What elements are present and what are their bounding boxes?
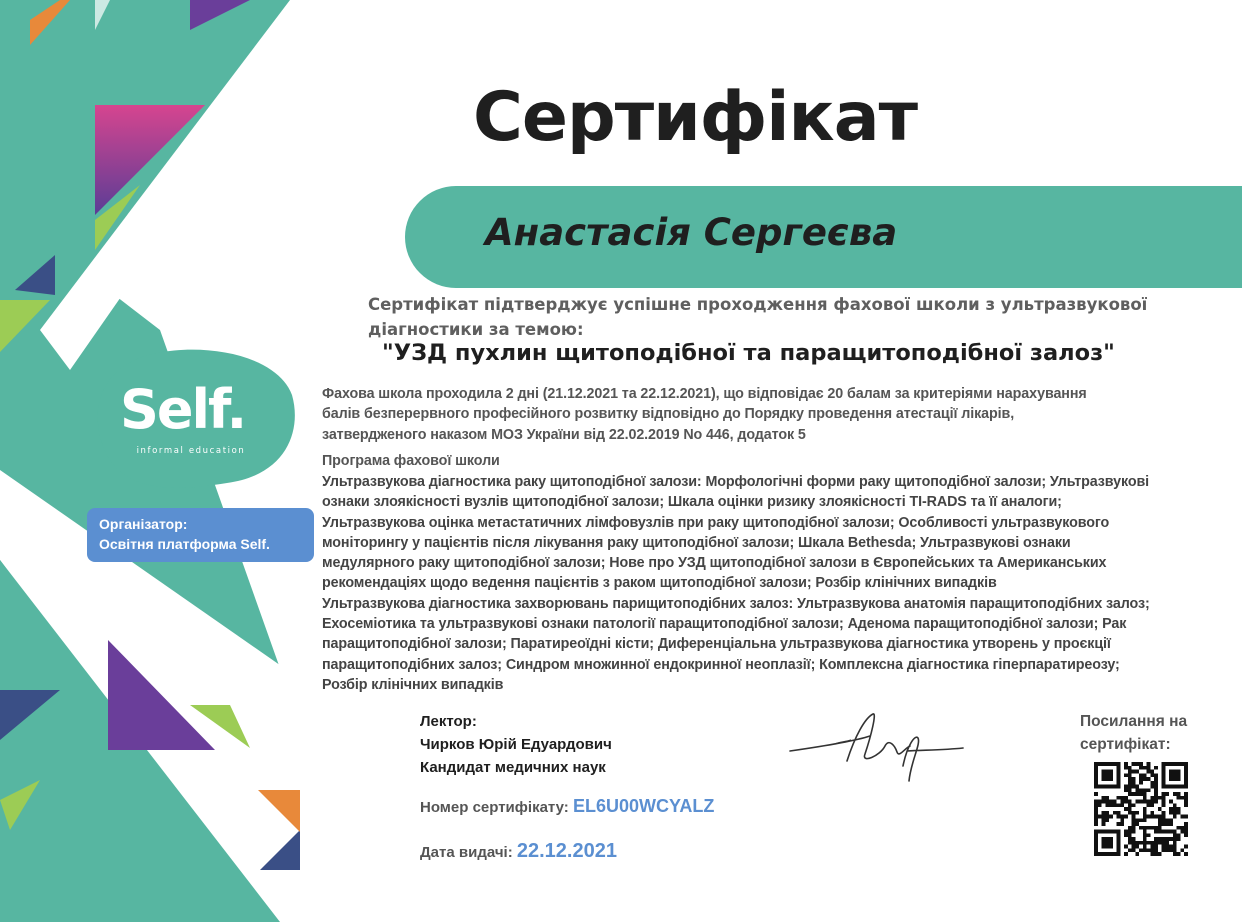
organizer-name: Освітня платформа Self. xyxy=(99,536,270,552)
link-label-line: Посилання на xyxy=(1080,713,1188,730)
program-line: моніторингу у пацієнтів після лікування раку щитоподібної залози; Шкала Bethesda; Ультразвукові ознаки xyxy=(322,534,1071,551)
certificate-link-label xyxy=(1080,710,1210,756)
program-line: Ультразвукова оцінка метастатичних лімфовузлів при раку щитоподібної залози; Особливості ультразвукового xyxy=(322,514,1110,531)
confirmation-text: Сертифікат підтверджує успішне проходження фахової школи з ультразвукової діагностики за темою: xyxy=(368,295,1148,339)
school-info-line: затвердженого наказом МОЗ України від 22.02.2019 No 446, додаток 5 xyxy=(322,426,806,443)
program-line: ознаки злоякісності вузлів щитоподібної залози; Шкала оцінки ризику злоякісності TI-RADS та її аналоги; xyxy=(322,494,1062,511)
lecturer-degree: Кандидат медичних наук xyxy=(420,759,606,776)
school-info-line: Фахова школа проходила 2 дні (21.12.2021 та 22.12.2021), що відповідає 20 балам за критеріями нарахування xyxy=(322,386,1087,402)
issue-date-value: 22.12.2021 xyxy=(516,840,617,862)
logo-subtitle: informal education xyxy=(136,446,246,456)
lecturer-label: Лектор: xyxy=(420,713,477,730)
issue-date-label: Дата видачі: xyxy=(420,844,513,861)
program-line: Ультразвукова діагностика раку щитоподібної залози: Морфологічні форми раку щитоподібної залози; Ультразвукові xyxy=(322,474,1150,490)
program-line: Ехосеміотика та ультразвукові ознаки патології паращитоподібної залози; Аденома паращитоподібної залози; Рак xyxy=(322,616,1127,633)
program-line: Розбір клінічних випадків xyxy=(322,676,504,693)
qr-code-icon[interactable] xyxy=(1094,762,1188,856)
lecturer-signature xyxy=(785,706,965,786)
lecturer-block xyxy=(420,710,612,779)
certificate-title: Сертифікат xyxy=(473,78,917,157)
organizer-label: Організатор: xyxy=(99,516,188,532)
program-line: рекомендаціях щодо ведення пацієнтів з раком щитоподібної залози; Розбір клінічних випадків xyxy=(322,575,997,592)
cert-number-label: Номер сертифікату: xyxy=(420,799,569,816)
program-description xyxy=(322,472,1240,695)
certificate-number-row xyxy=(420,796,714,817)
self-logo: Self. xyxy=(120,378,246,441)
program-line: паращитоподібної залози; Паратиреоїдні кісти; Диференціальна ультразвукова діагностика утворень у проєкції xyxy=(322,636,1111,653)
cert-number-value: EL6U00WCYALZ xyxy=(572,796,715,816)
program-line: медулярного раку щитоподібної залози; Нове про УЗД щитоподібної залози в Європейських та Американських xyxy=(322,555,1107,572)
program-line: паращитоподібних залоз; Синдром множинної ендокринної неоплазії; Комплексна діагностика гіперпаратиреозу; xyxy=(322,656,1120,673)
course-topic: "УЗД пухлин щитоподібної та паращитоподібної залоз" xyxy=(382,340,1115,366)
school-info-line: балів безперервного професійного розвитку відповідно до Порядку проведення атестації лікарів, xyxy=(322,406,1015,423)
program-line: Ультразвукова діагностика захворювань парищитоподібних залоз: Ультразвукова анатомія паращитоподібних залоз; xyxy=(322,595,1150,612)
issue-date-row xyxy=(420,840,617,863)
organizer-badge xyxy=(87,508,314,562)
recipient-name: Анастасія Сергеєва xyxy=(485,211,898,254)
program-heading: Програма фахової школи xyxy=(322,453,500,469)
school-info xyxy=(322,384,1240,445)
link-label-line: сертифікат: xyxy=(1080,736,1171,753)
lecturer-name: Чирков Юрій Едуардович xyxy=(420,736,612,753)
